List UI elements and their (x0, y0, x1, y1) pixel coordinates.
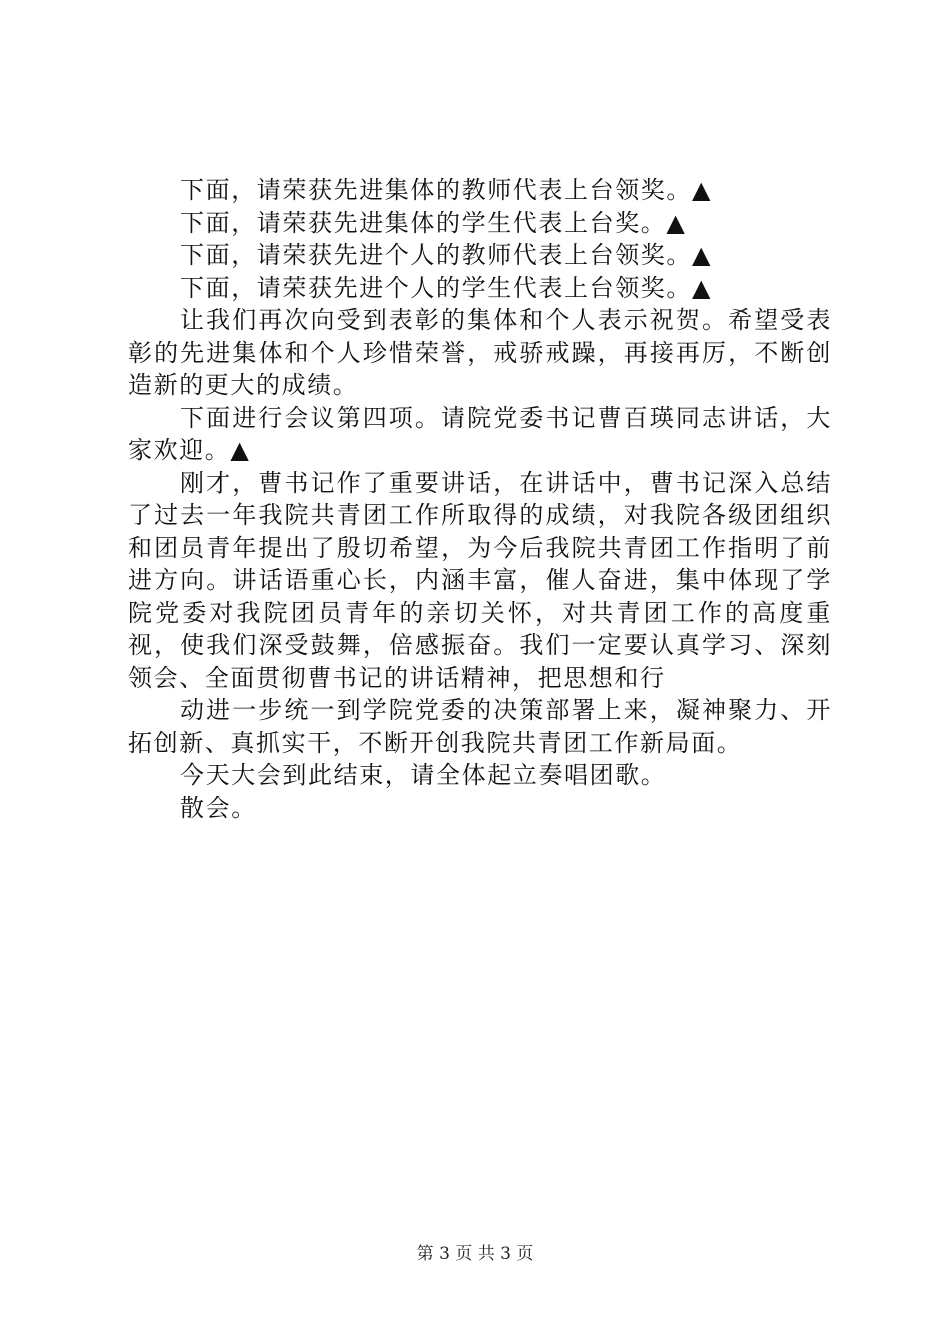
paragraph: 下面进行会议第四项。请院党委书记曹百瑛同志讲话，大家欢迎。▲ (128, 403, 832, 464)
paragraph: 刚才，曹书记作了重要讲话，在讲话中，曹书记深入总结了过去一年我院共青团工作所取得的成绩，对我院各级团组织和团员青年提出了殷切希望，为今后我院共青团工作指明了前进方向。讲话语重心长，内涵丰富，催人奋进，集中体现了学院党委对我院团员青年的亲切关怀，对共青团工作的高度重视，使我们深受鼓舞，倍感振奋。我们一定要认真学习、深刻领会、全面贯彻曹书记的讲话精神，把思想和行 (128, 468, 832, 692)
paragraph: 下面，请荣获先进个人的教师代表上台领奖。▲ (180, 241, 713, 269)
paragraph: 让我们再次向受到表彰的集体和个人表示祝贺。希望受表彰的先进集体和个人珍惜荣誉，戒骄戒躁，再接再厉，不断创造新的更大的成绩。 (128, 306, 832, 399)
paragraph: 下面，请荣获先进集体的教师代表上台领奖。▲ (180, 176, 713, 204)
paragraph: 下面，请荣获先进个人的学生代表上台领奖。▲ (180, 273, 713, 302)
paragraph: 下面，请荣获先进集体的学生代表上台奖。▲ (180, 208, 687, 237)
document-body (128, 174, 832, 824)
paragraph: 今天大会到此结束，请全体起立奏唱团歌。 (180, 761, 667, 789)
page-number: 第 3 页 共 3 页 (416, 1244, 534, 1264)
paragraph: 散会。 (180, 793, 257, 822)
paragraph: 动进一步统一到学院党委的决策部署上来，凝神聚力、开拓创新、真抓实干，不断开创我院共青团工作新局面。 (128, 696, 832, 757)
page-footer (0, 1243, 950, 1265)
